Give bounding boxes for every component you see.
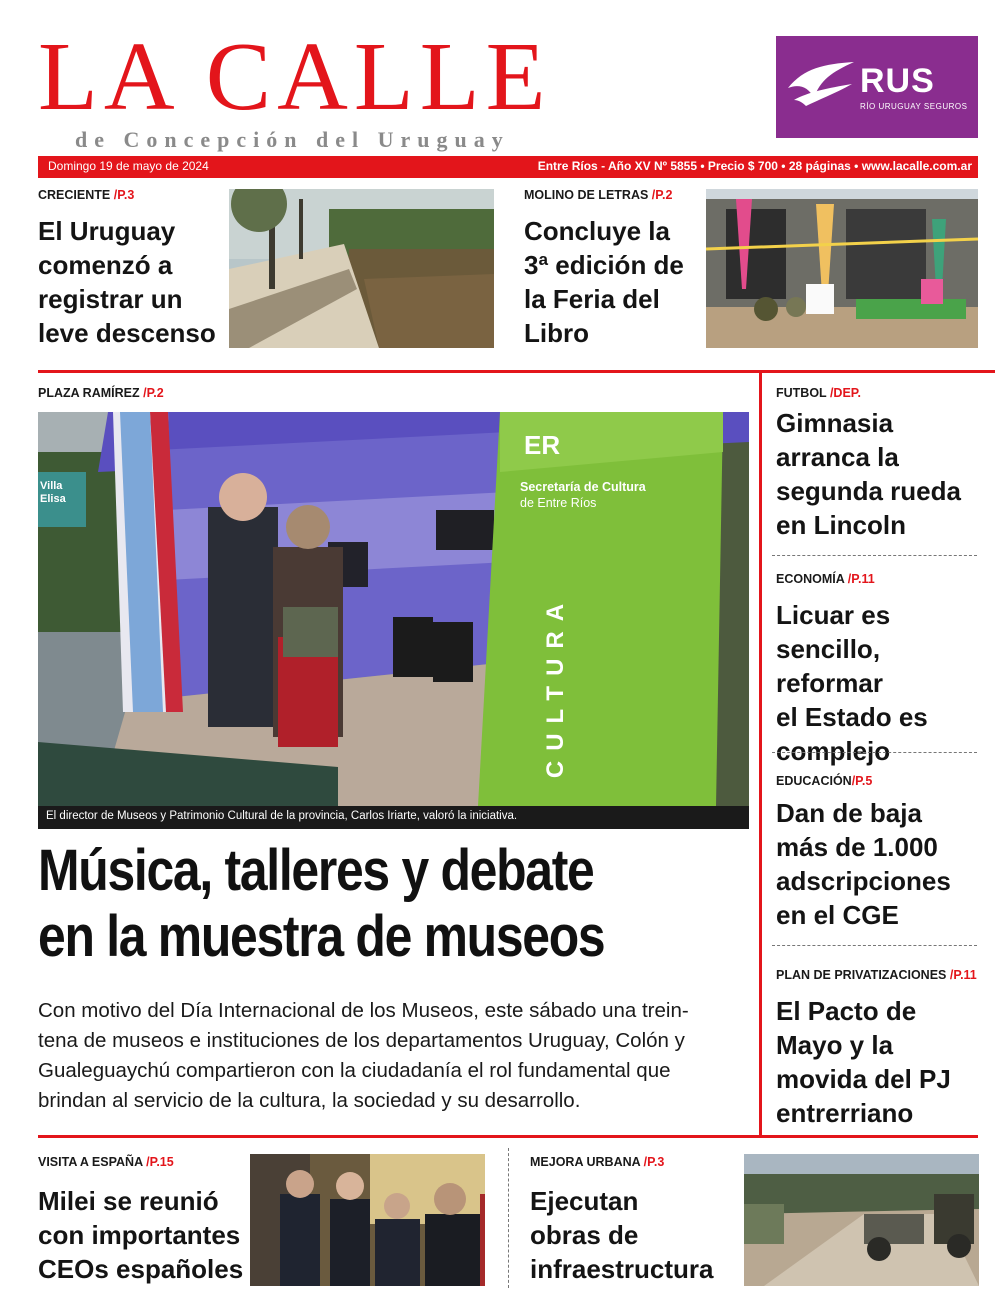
sign-org-line2: de Entre Ríos (520, 496, 597, 510)
flood-river-photo[interactable] (229, 189, 494, 348)
rus-swoosh-icon (784, 58, 858, 108)
story-kicker: MEJORA URBANA /P.3 (530, 1155, 665, 1169)
ad-tagline: RÍO URUGUAY SEGUROS (860, 102, 968, 111)
milei-meeting-photo[interactable] (250, 1154, 485, 1286)
edition-info-bar (38, 156, 978, 178)
roadworks-photo[interactable] (744, 1154, 979, 1286)
sidebar-divider (772, 945, 977, 946)
story-headline[interactable]: Concluye la 3ª edición de la Feria del Libro (524, 216, 684, 348)
sidebar-kicker: PLAN DE PRIVATIZACIONES /P.11 (776, 968, 977, 982)
sidebar-headline[interactable]: El Pacto de Mayo y la movida del PJ entrerriano (776, 996, 951, 1128)
sidebar-headline[interactable]: Licuar es sencillo, reformar el Estado es complejo (776, 600, 928, 766)
photo-caption: El director de Museos y Patrimonio Cultural de la provincia, Carlos Iriarte, valoró la iniciativa. (38, 806, 749, 829)
lead-headline[interactable]: Música, talleres y debate en la muestra de museos (38, 838, 605, 969)
sidebar-kicker: FUTBOL /DEP. (776, 386, 861, 400)
story-kicker: MOLINO DE LETRAS /P.2 (524, 188, 673, 202)
museum-fair-photo[interactable] (38, 412, 749, 806)
story-headline[interactable]: Ejecutan obras de infraestructura (530, 1186, 714, 1284)
bottom-divider (508, 1148, 509, 1288)
story-kicker: VISITA A ESPAÑA /P.15 (38, 1155, 174, 1169)
column-divider (759, 372, 762, 1135)
sign-vertical-text: CULTURA (542, 593, 569, 779)
sidebar-kicker: ECONOMÍA /P.11 (776, 572, 875, 586)
section-divider (38, 1135, 978, 1138)
sidebar-headline[interactable]: Gimnasia arranca la segunda rueda en Lincoln (776, 408, 961, 540)
lead-kicker: PLAZA RAMÍREZ /P.2 (38, 386, 164, 400)
advertisement-rus[interactable] (776, 36, 978, 138)
book-fair-photo[interactable] (706, 189, 978, 348)
sign-org-line1: Secretaría de Cultura (520, 480, 646, 494)
masthead-subtitle: de Concepción del Uruguay (75, 127, 510, 152)
er-logo: ER (524, 430, 561, 460)
villa-elisa-sign: Villa Elisa (40, 480, 66, 505)
lead-body: Con motivo del Día Internacional de los Museos, este sábado una trein- tena de museos e instituciones de los departamentos Uruguay, Colón y Gualeguaychú compartieron con la ciudadanía el rol fundamental que brindan al servicio de la cultura, la sociedad y su desarrollo. (38, 999, 689, 1112)
sidebar-divider (772, 752, 977, 753)
sidebar-headline[interactable]: Dan de baja más de 1.000 adscripciones en el CGE (776, 798, 951, 930)
story-headline[interactable]: Milei se reunió con importantes CEOs españoles (38, 1186, 244, 1284)
edition-date: Domingo 19 de mayo de 2024 (48, 159, 209, 173)
sidebar-kicker: EDUCACIÓN/P.5 (776, 774, 873, 788)
edition-meta: Entre Ríos - Año XV Nº 5855 • Precio $ 700 • 28 páginas • www.lacalle.com.ar (537, 159, 972, 173)
section-divider (38, 370, 995, 373)
masthead-title: LA CALLE (38, 23, 552, 131)
ad-brand: RUS (860, 62, 935, 100)
sidebar-divider (772, 555, 977, 556)
story-kicker: CRECIENTE /P.3 (38, 188, 135, 202)
story-headline[interactable]: El Uruguay comenzó a registrar un leve descenso (38, 216, 216, 348)
